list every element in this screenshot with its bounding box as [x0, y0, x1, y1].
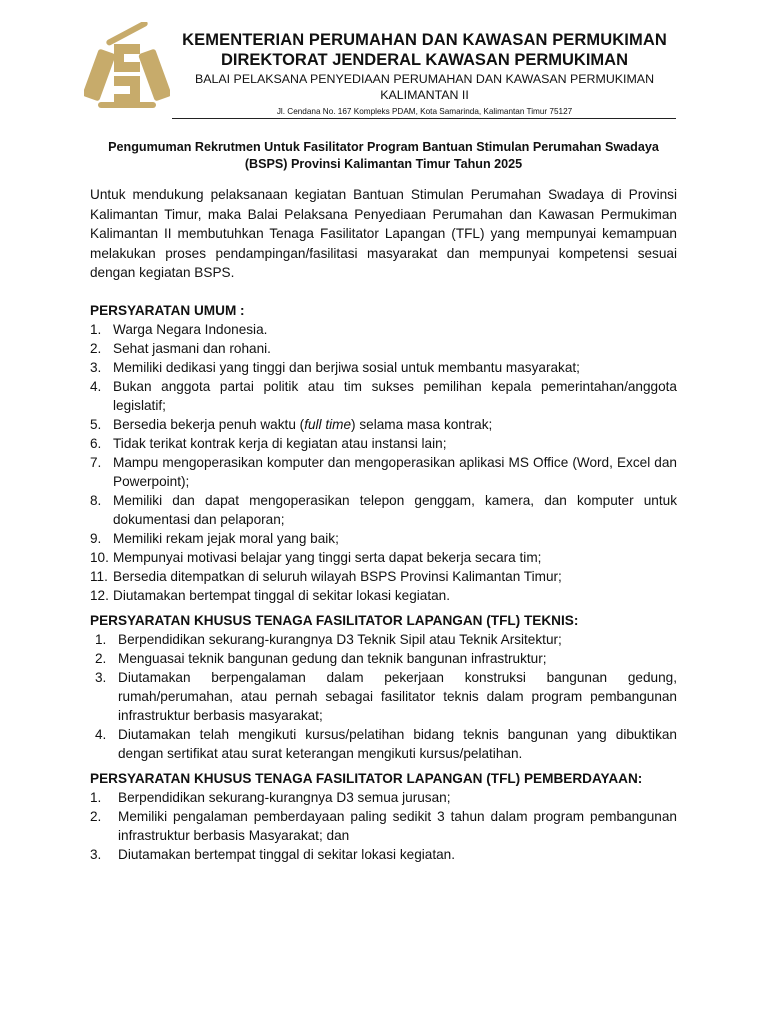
list-item [90, 586, 677, 605]
announcement-title: Pengumuman Rekrutmen Untuk Fasilitator Program Bantuan Stimulan Perumahan Swadaya (BSPS) Provinsi Kalimantan Timur Tahun 2025 [108, 140, 659, 171]
office-address: Jl. Cendana No. 167 Kompleks PDAM, Kota Samarinda, Kalimantan Timur 75127 [276, 107, 573, 116]
list-item-number: 11. [90, 568, 108, 584]
list-item [90, 320, 677, 339]
document-body [90, 139, 677, 864]
list-item-text: Mampu mengoperasikan komputer dan mengoperasikan aplikasi MS Office (Word, Excel dan Powerpoint); [113, 454, 677, 489]
list-item [90, 630, 677, 649]
ministry-logo-icon [84, 22, 170, 112]
list-item-text: Berpendidikan sekurang-kurangnya D3 semua jurusan; [118, 789, 451, 805]
list-item [90, 377, 677, 415]
office-name: BALAI PELAKSANA PENYEDIAAN PERUMAHAN DAN KAWASAN PERMUKIMAN KALIMANTAN II [194, 72, 655, 102]
general-requirements-heading: PERSYARATAN UMUM : [90, 302, 245, 318]
list-item-number: 12. [90, 587, 109, 603]
list-item-text: Diutamakan bertempat tinggal di sekitar lokasi kegiatan. [113, 587, 451, 603]
list-item-text: Warga Negara Indonesia. [113, 321, 268, 337]
list-item [90, 725, 677, 763]
list-item-number: 10. [90, 549, 109, 565]
list-item-text: Bersedia bekerja penuh waktu (full time) selama masa kontrak; [113, 416, 493, 432]
empowerment-requirements-list [90, 788, 677, 864]
emphasis-text: full time [304, 416, 352, 432]
list-item [90, 668, 677, 725]
list-item [90, 453, 677, 491]
list-item-text: Diutamakan telah mengikuti kursus/pelatihan bidang teknis bangunan yang dibuktikan dengan sertifikat atau surat keterangan mengikuti kursus/pelatihan. [118, 726, 677, 761]
list-item-text: Diutamakan bertempat tinggal di sekitar lokasi kegiatan. [118, 846, 456, 862]
list-item [90, 491, 677, 529]
list-item-text: Diutamakan berpengalaman dalam pekerjaan konstruksi bangunan gedung, rumah/perumahan, atau pernah sebagai fasilitator teknis dalam program pembangunan infrastruktur berbasis masyarakat; [118, 669, 677, 723]
list-item-number: 1. [95, 631, 107, 647]
list-item [90, 649, 677, 668]
list-item-number: 1. [90, 789, 102, 805]
list-item-number: 2. [90, 340, 102, 356]
list-item-text: Berpendidikan sekurang-kurangnya D3 Teknik Sipil atau Teknik Arsitektur; [118, 631, 562, 647]
letterhead [172, 30, 677, 118]
list-item [90, 788, 677, 807]
list-item-number: 6. [90, 435, 102, 451]
list-item-text: Memiliki dedikasi yang tinggi dan berjiwa sosial untuk membantu masyarakat; [113, 359, 580, 375]
list-item [90, 548, 677, 567]
list-item [90, 339, 677, 358]
list-item [90, 807, 677, 845]
list-item [90, 529, 677, 548]
intro-paragraph: Untuk mendukung pelaksanaan kegiatan Bantuan Stimulan Perumahan Swadaya di Provinsi Kalimantan Timur, maka Balai Pelaksana Penyediaan Perumahan dan Kawasan Permukiman Kalimantan II membutuhkan Tenaga Fasilitator Lapangan (TFL) yang mempunyai kemampuan melakukan proses pendampingan/fasilitasi masyarakat dan mempunyai kompetensi sesuai dengan kegiatan BSPS. [90, 187, 677, 280]
list-item-text: Bukan anggota partai politik atau tim sukses pemilihan kepala pemerintahan/anggota legislatif; [113, 378, 677, 413]
list-item-number: 2. [95, 650, 107, 666]
list-item-text: Memiliki rekam jejak moral yang baik; [113, 530, 339, 546]
list-item-number: 4. [95, 726, 107, 742]
list-item-text: Menguasai teknik bangunan gedung dan teknik bangunan infrastruktur; [118, 650, 547, 666]
list-item-number: 8. [90, 492, 102, 508]
list-item-text: Memiliki dan dapat mengoperasikan telepon genggam, kamera, dan komputer untuk dokumentasi dan pelaporan; [113, 492, 677, 527]
list-item-text: Tidak terikat kontrak kerja di kegiatan atau instansi lain; [113, 435, 447, 451]
list-item-number: 3. [90, 359, 102, 375]
list-item-number: 2. [90, 808, 102, 824]
ministry-name: KEMENTERIAN PERUMAHAN DAN KAWASAN PERMUKIMAN [182, 31, 667, 49]
header-divider [172, 118, 676, 119]
list-item-text: Mempunyai motivasi belajar yang tinggi serta dapat bekerja secara tim; [113, 549, 542, 565]
technical-requirements-heading: PERSYARATAN KHUSUS TENAGA FASILITATOR LAPANGAN (TFL) TEKNIS: [90, 612, 579, 628]
list-item [90, 845, 677, 864]
list-item-text: Memiliki pengalaman pemberdayaan paling sedikit 3 tahun dalam program pembangunan infrastruktur berbasis Masyarakat; dan [118, 808, 677, 843]
list-item [90, 415, 677, 434]
directorate-name: DIREKTORAT JENDERAL KAWASAN PERMUKIMAN [220, 51, 629, 69]
general-requirements-list [90, 320, 677, 605]
list-item-number: 7. [90, 454, 102, 470]
list-item-number: 9. [90, 530, 102, 546]
list-item-number: 3. [90, 846, 102, 862]
list-item [90, 358, 677, 377]
list-item [90, 434, 677, 453]
list-item-text: Sehat jasmani dan rohani. [113, 340, 271, 356]
list-item-text: Bersedia ditempatkan di seluruh wilayah BSPS Provinsi Kalimantan Timur; [113, 568, 562, 584]
list-item [90, 567, 677, 586]
list-item-number: 5. [90, 416, 102, 432]
list-item-number: 4. [90, 378, 102, 394]
list-item-number: 1. [90, 321, 102, 337]
technical-requirements-list [90, 630, 677, 763]
empowerment-requirements-heading: PERSYARATAN KHUSUS TENAGA FASILITATOR LAPANGAN (TFL) PEMBERDAYAAN: [90, 770, 643, 786]
list-item-number: 3. [95, 669, 107, 685]
